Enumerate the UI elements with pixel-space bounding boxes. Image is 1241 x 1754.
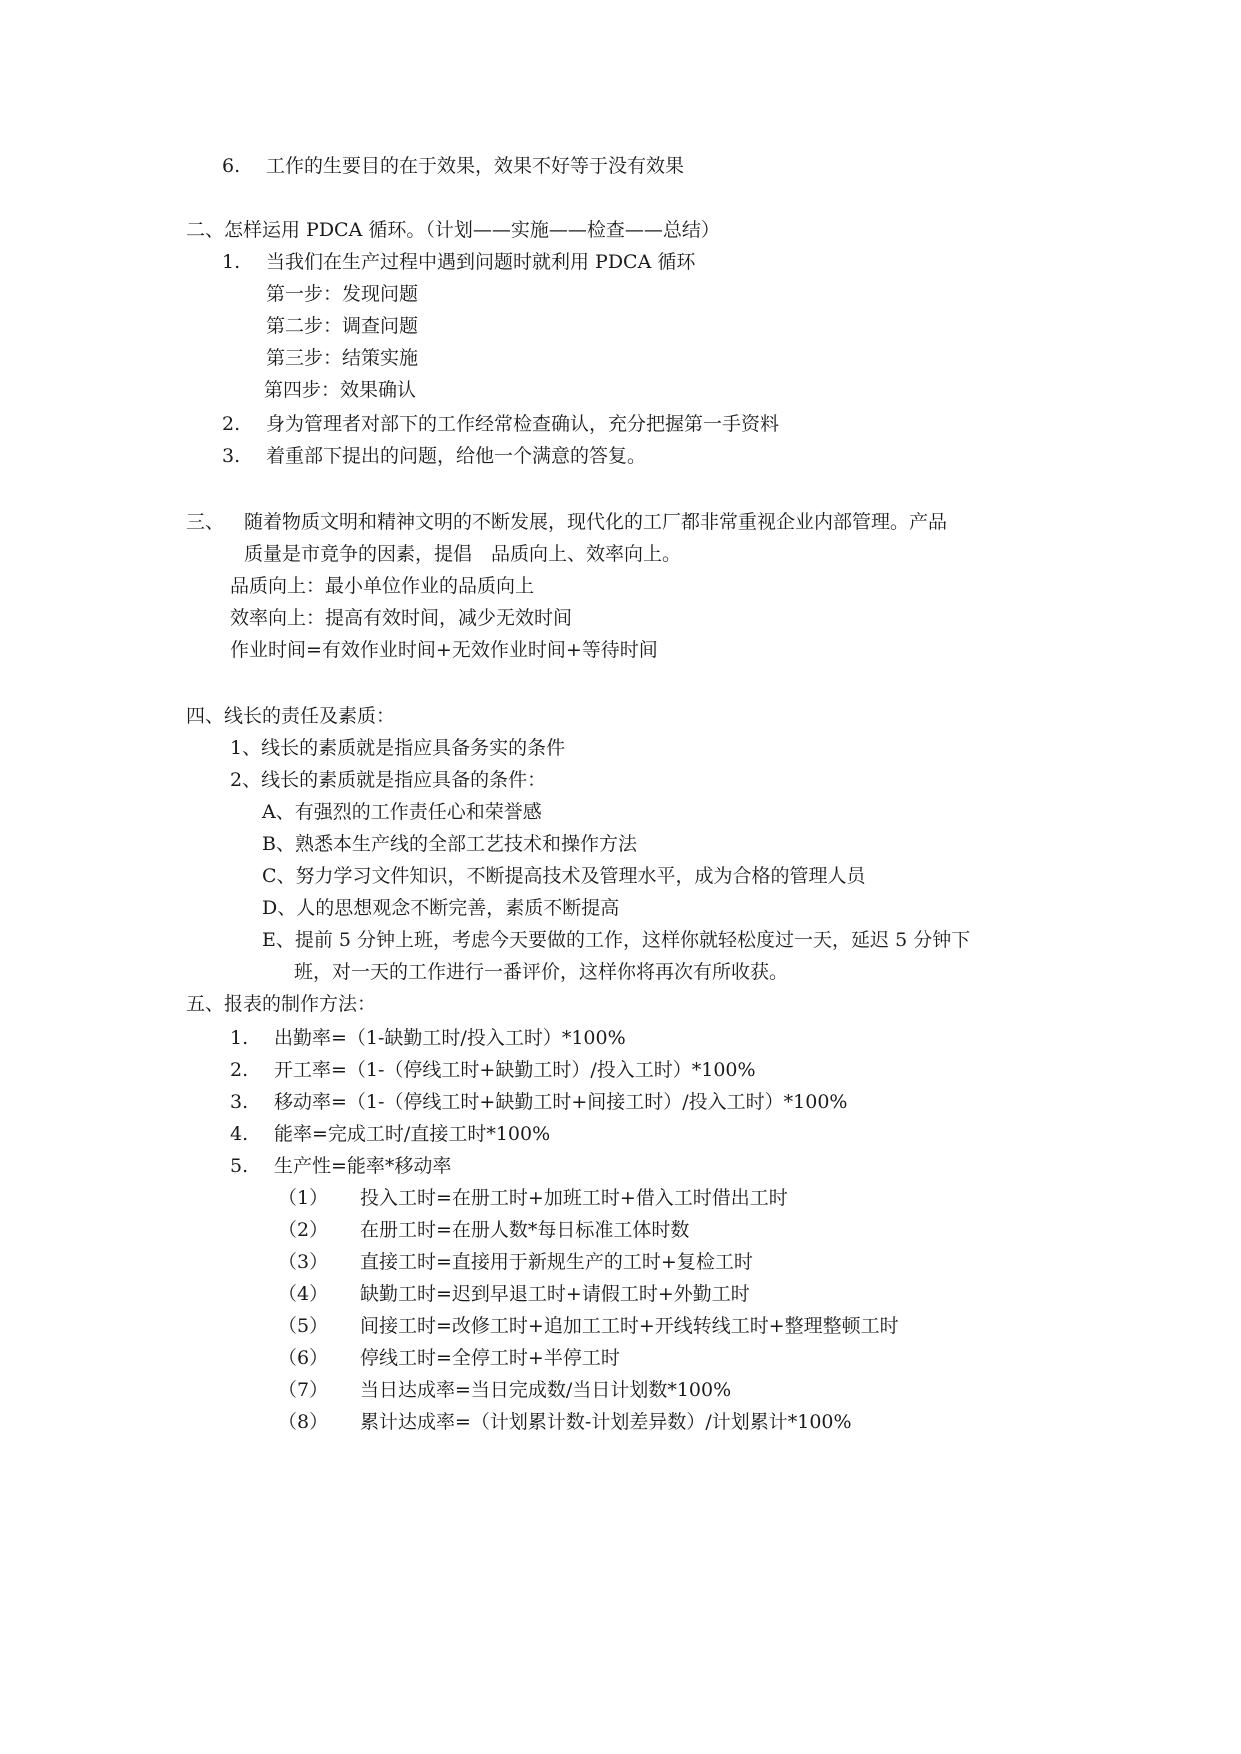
section-3-number: 三、 [186, 511, 225, 533]
section-5-sub-3-text: 直接工时=直接用于新规生产的工时+复检工时 [360, 1251, 753, 1273]
section-2-item-2-text: 身为管理者对部下的工作经常检查确认，充分把握第一手资料 [266, 413, 780, 435]
section-2-item-1-text: 当我们在生产过程中遇到问题时就利用 PDCA 循环 [266, 251, 696, 273]
section-2-step-4: 第四步：效果确认 [264, 379, 417, 401]
section-5-item-3-number: 3. [230, 1091, 249, 1113]
section-5-sub-7-number: （7） [278, 1379, 329, 1401]
section-2-step-1: 第一步：发现问题 [266, 283, 419, 305]
section-2-item-2-number: 2. [222, 413, 241, 435]
section-5-sub-8-number: （8） [278, 1411, 329, 1433]
section-5-item-2-text: 开工率=（1-（停线工时+缺勤工时）/投入工时）*100% [274, 1059, 756, 1081]
section-5-sub-6-text: 停线工时=全停工时+半停工时 [360, 1347, 620, 1369]
section-4-sub-c: C、努力学习文件知识，不断提高技术及管理水平，成为合格的管理人员 [262, 865, 866, 887]
section-2-item-1-number: 1. [222, 251, 241, 273]
section-5-item-4-text: 能率=完成工时/直接工时*100% [274, 1123, 551, 1145]
section-3-work-time: 作业时间=有效作业时间+无效作业时间+等待时间 [230, 639, 658, 661]
section-5-sub-5-text: 间接工时=改修工时+追加工工时+开线转线工时+整理整顿工时 [360, 1315, 899, 1337]
section-4-sub-d: D、人的思想观念不断完善，素质不断提高 [262, 897, 620, 919]
section-5-sub-5-number: （5） [278, 1315, 329, 1337]
section-4-item-2: 2、线长的素质就是指应具备的条件： [230, 769, 547, 791]
section-4-sub-a: A、有强烈的工作责任心和荣誉感 [262, 801, 542, 823]
section-3-line-2: 质量是市竟争的因素，提倡 品质向上、效率向上。 [244, 543, 682, 565]
section-5-sub-3-number: （3） [278, 1251, 329, 1273]
section-5-item-3-text: 移动率=（1-（停线工时+缺勤工时+间接工时）/投入工时）*100% [274, 1091, 848, 1113]
item-6-text: 工作的生要目的在于效果，效果不好等于没有效果 [266, 155, 685, 177]
section-4-sub-e-line-2: 班，对一天的工作进行一番评价，这样你将再次有所收获。 [294, 961, 789, 983]
section-5-sub-2-text: 在册工时=在册人数*每日标准工体时数 [360, 1219, 690, 1241]
section-4-heading: 四、线长的责任及素质： [186, 705, 396, 727]
section-2-step-3: 第三步：结策实施 [266, 347, 419, 369]
section-5-sub-4-text: 缺勤工时=迟到早退工时+请假工时+外勤工时 [360, 1283, 750, 1305]
section-2-heading: 二、怎样运用 PDCA 循环。（计划——实施——检查——总结） [186, 219, 720, 241]
section-5-sub-8-text: 累计达成率=（计划累计数-计划差异数）/计划累计*100% [360, 1411, 852, 1433]
section-5-item-5-text: 生产性=能率*移动率 [274, 1155, 452, 1177]
section-2-item-3-text: 着重部下提出的问题，给他一个满意的答复。 [266, 445, 647, 467]
section-3-efficiency: 效率向上：提高有效时间，减少无效时间 [230, 607, 573, 629]
section-4-item-1: 1、线长的素质就是指应具备务实的条件 [230, 737, 566, 759]
section-5-item-4-number: 4. [230, 1123, 249, 1145]
section-5-heading: 五、报表的制作方法： [186, 993, 377, 1015]
section-5-sub-2-number: （2） [278, 1219, 329, 1241]
item-6-number: 6. [222, 155, 241, 177]
section-2-step-2: 第二步：调查问题 [266, 315, 419, 337]
section-5-item-2-number: 2. [230, 1059, 249, 1081]
section-3-line-1: 随着物质文明和精神文明的不断发展，现代化的工厂都非常重视企业内部管理。产品 [244, 511, 948, 533]
section-5-sub-4-number: （4） [278, 1283, 329, 1305]
section-5-item-1-text: 出勤率=（1-缺勤工时/投入工时）*100% [274, 1027, 626, 1049]
section-5-sub-6-number: （6） [278, 1347, 329, 1369]
section-5-sub-1-text: 投入工时=在册工时+加班工时+借入工时借出工时 [360, 1187, 788, 1209]
section-2-item-3-number: 3. [222, 445, 241, 467]
section-4-sub-e-line-1: E、提前 5 分钟上班，考虑今天要做的工作，这样你就轻松度过一天，延迟 5 分钟下 [262, 929, 971, 951]
section-5-item-1-number: 1. [230, 1027, 249, 1049]
section-5-item-5-number: 5. [230, 1155, 249, 1177]
section-3-quality: 品质向上：最小单位作业的品质向上 [230, 575, 535, 597]
section-4-sub-b: B、熟悉本生产线的全部工艺技术和操作方法 [262, 833, 637, 855]
section-5-sub-7-text: 当日达成率=当日完成数/当日计划数*100% [360, 1379, 732, 1401]
section-5-sub-1-number: （1） [278, 1187, 329, 1209]
